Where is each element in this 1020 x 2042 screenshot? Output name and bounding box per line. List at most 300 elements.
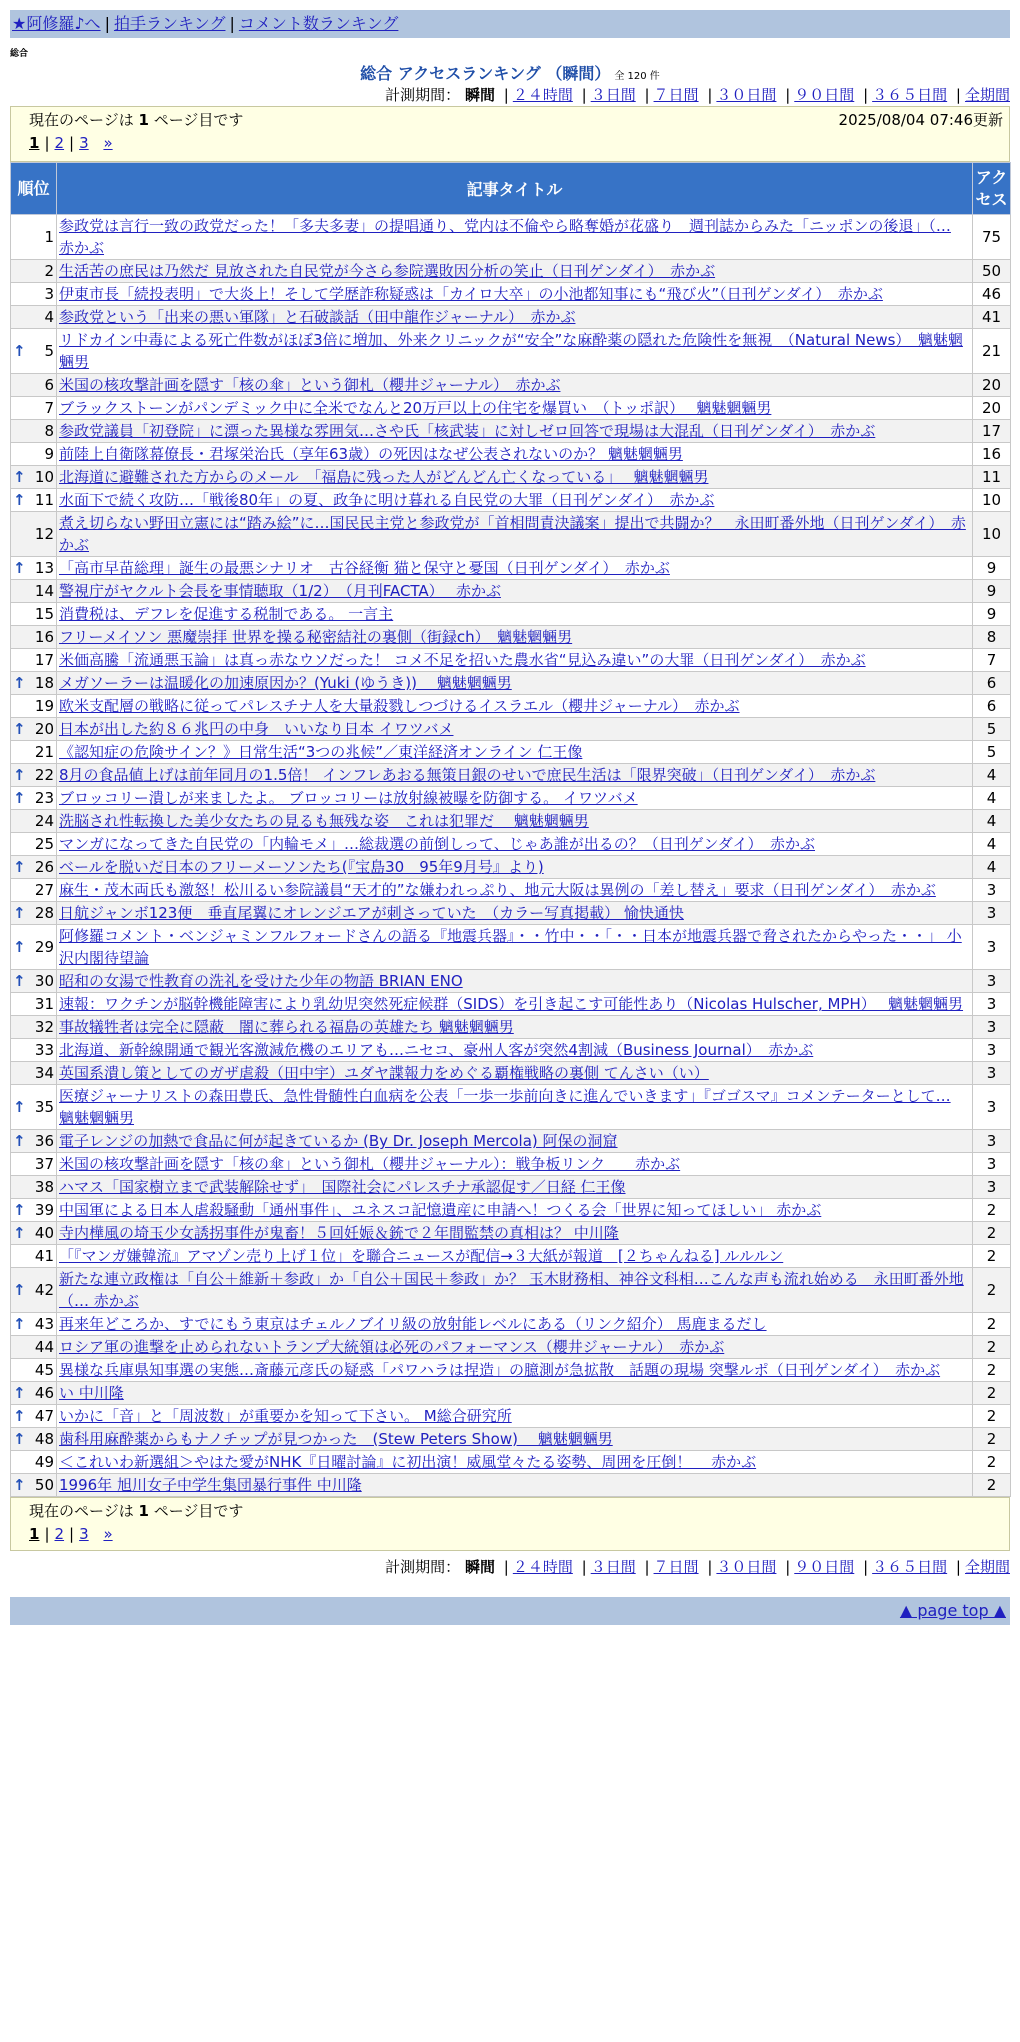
page-link-1: 1: [29, 134, 40, 152]
page-link-2[interactable]: 2: [54, 134, 65, 152]
rank-up-arrow-icon: ↑: [13, 491, 26, 509]
title-cell: [57, 970, 973, 993]
access-count: 2: [973, 1428, 1011, 1451]
rank-number: 36: [34, 1132, 54, 1150]
rank-cell: [11, 1428, 57, 1451]
title-cell: [57, 420, 973, 443]
rank-up-arrow-icon: ↑: [13, 1098, 26, 1116]
title-cell: [57, 879, 973, 902]
header-access: アクセス: [973, 163, 1011, 215]
title-cell: [57, 397, 973, 420]
table-row: [11, 397, 1011, 420]
rank-up-arrow-icon: ↑: [13, 1201, 26, 1219]
period-option-365d[interactable]: ３６５日間: [872, 86, 948, 104]
access-count: 2: [973, 1451, 1011, 1474]
title-cell: [57, 1336, 973, 1359]
article-link[interactable]: 阿修羅コメント・ベンジャミンフルフォードさんの語る『地震兵器』・・竹中・・「・・日本が地震兵器で脅されたからやった・・」 小沢内閣待望論: [59, 927, 962, 967]
article-link[interactable]: ブラックストーンがパンデミック中に全米でなんと20万戸以上の住宅を爆買い （トッポ訳） 魑魅魍魎男: [59, 399, 772, 417]
rank-cell: [11, 1153, 57, 1176]
access-count: 46: [973, 283, 1011, 306]
rank-number: 39: [34, 1201, 54, 1219]
rank-up-arrow-icon: ↑: [13, 1281, 26, 1299]
rank-cell: [11, 489, 57, 512]
title-cell: [57, 810, 973, 833]
period-option-3d[interactable]: ３日間: [590, 86, 636, 104]
page-next-link-bottom[interactable]: »: [103, 1525, 113, 1543]
title-cell: [57, 1474, 973, 1497]
rank-up-arrow-icon: ↑: [13, 559, 26, 577]
rank-number: 29: [34, 938, 54, 956]
article-link[interactable]: 昭和の女湯で性教育の洗礼を受けた少年の物語 BRIAN ENO: [59, 972, 463, 990]
article-link[interactable]: 日本が出した約８６兆円の中身 いいなり日本 イワツバメ: [59, 720, 454, 738]
access-count: 2: [973, 1359, 1011, 1382]
access-count: 6: [973, 672, 1011, 695]
table-row: [11, 787, 1011, 810]
title-cell: [57, 649, 973, 672]
page-link-3[interactable]: 3: [79, 134, 89, 152]
table-row: [11, 1222, 1011, 1245]
rank-cell: [11, 902, 57, 925]
article-link[interactable]: 北海道に避難された方からのメール 「福島に残った人がどんどん亡くなっている」 魑魅魍魎男: [59, 468, 709, 486]
title-cell: [57, 374, 973, 397]
rank-cell: [11, 718, 57, 741]
access-count: 2: [973, 1313, 1011, 1336]
nav-link-comment-ranking[interactable]: コメント数ランキング: [238, 14, 399, 33]
access-count: 2: [973, 1222, 1011, 1245]
rank-cell: [11, 557, 57, 580]
rank-cell: [11, 764, 57, 787]
rank-number: 30: [34, 972, 54, 990]
article-link[interactable]: 米国の核攻撃計画を隠す「核の傘」という御札（櫻井ジャーナル）：戦争板リンク 赤かぶ: [59, 1155, 681, 1173]
article-link[interactable]: 速報：ワクチンが脳幹機能障害により乳幼児突然死症候群（SIDS）を引き起こす可能性あり（Nicolas Hulscher, MPH） 魑魅魍魎男: [59, 995, 964, 1013]
access-count: 4: [973, 764, 1011, 787]
title-cell: [57, 741, 973, 764]
table-row: [11, 902, 1011, 925]
rank-number: 4: [44, 308, 54, 326]
access-count: 3: [973, 1085, 1011, 1130]
table-row: [11, 420, 1011, 443]
article-link[interactable]: 参政党は言行一致の政党だった！「多夫多妻」の提唱通り、党内は不倫やら略奪婚が花盛り 週刊誌からみた「ニッポンの後退」（… 赤かぶ: [59, 217, 951, 257]
article-link[interactable]: マンガになってきた自民党の「内輪モメ」…総裁選の前倒しって、じゃあ誰が出るの？（日刊ゲンダイ） 赤かぶ: [59, 835, 816, 853]
table-row: [11, 856, 1011, 879]
access-count: 3: [973, 1176, 1011, 1199]
table-row: [11, 718, 1011, 741]
article-link[interactable]: 欧米支配層の戦略に従ってパレスチナ人を大量殺戮しつづけるイスラエル（櫻井ジャーナル） 赤かぶ: [59, 697, 740, 715]
rank-cell: [11, 695, 57, 718]
rank-number: 37: [34, 1155, 54, 1173]
article-link[interactable]: 伊東市長「続投表明」で大炎上！そして学歴詐称疑惑は「カイロ大卒」の小池都知事にも“飛び火”（日刊ゲンダイ） 赤かぶ: [59, 285, 883, 303]
access-count: 3: [973, 1062, 1011, 1085]
access-count: 9: [973, 580, 1011, 603]
title-cell: [57, 1245, 973, 1268]
rank-number: 7: [44, 399, 54, 417]
rank-number: 26: [34, 858, 54, 876]
access-count: 3: [973, 925, 1011, 970]
title-cell: [57, 764, 973, 787]
rank-number: 17: [34, 651, 54, 669]
table-row: [11, 833, 1011, 856]
page-top-link[interactable]: ▲ page top ▲: [899, 1601, 1006, 1620]
access-count: 5: [973, 718, 1011, 741]
table-row: [11, 557, 1011, 580]
article-link[interactable]: ハマス「国家樹立まで武装解除せず」 国際社会にパレスチナ承認促す／日経 仁王像: [59, 1178, 626, 1196]
rank-up-arrow-icon: ↑: [13, 468, 26, 486]
article-link[interactable]: 再来年どころか、すでにもう東京はチェルノブイリ級の放射能レベルにある（リンク紹介） 馬鹿まるだし: [59, 1315, 767, 1333]
article-link[interactable]: 電子レンジの加熱で食品に何が起きているか (By Dr. Joseph Mercola) 阿保の洞窟: [59, 1132, 618, 1150]
article-link[interactable]: 寺内樺風の埼玉少女誘拐事件が鬼畜！５回妊娠＆銃で２年間監禁の真相は？ 中川隆: [59, 1224, 619, 1242]
rank-cell: [11, 741, 57, 764]
access-count: 9: [973, 557, 1011, 580]
title-cell: [57, 1062, 973, 1085]
period-selector: 計測期間： 瞬間 | ２４時間 | ３日間 | ７日間 | ３０日間 | ９０日間 | ３６５日間 | 全期間: [385, 86, 1010, 104]
title-cell: [57, 603, 973, 626]
rank-cell: [11, 810, 57, 833]
article-link[interactable]: 中国軍による日本人虐殺騒動「通州事件」、ユネスコ記憶遺産に申請へ！つくる会「世界に知ってほしい」 赤かぶ: [59, 1201, 822, 1219]
table-row: [11, 1062, 1011, 1085]
rank-number: 11: [34, 491, 54, 509]
article-link[interactable]: 生活苦の庶民は乃然だ 見放された自民党が今さら参院選敗因分析の笑止（日刊ゲンダイ） 赤かぶ: [59, 262, 716, 280]
access-count: 2: [973, 1199, 1011, 1222]
article-link[interactable]: 英国系潰し策としてのガザ虐殺（田中宇）ユダヤ諜報力をめぐる覇権戦略の裏側 てんさい（い）: [59, 1064, 709, 1082]
access-count: 2: [973, 1405, 1011, 1428]
rank-number: 33: [34, 1041, 54, 1059]
rank-cell: [11, 649, 57, 672]
access-count: 4: [973, 787, 1011, 810]
rank-number: 1: [44, 228, 54, 246]
table-row: [11, 695, 1011, 718]
rank-cell: [11, 1405, 57, 1428]
article-link[interactable]: ベールを脱いだ日本のフリーメーソンたち(『宝島30 95年9月号』より): [59, 858, 544, 876]
title-cell: [57, 1199, 973, 1222]
rank-cell: [11, 1474, 57, 1497]
rank-cell: [11, 993, 57, 1016]
access-count: 3: [973, 1130, 1011, 1153]
rank-up-arrow-icon: ↑: [13, 789, 26, 807]
rank-cell: [11, 260, 57, 283]
nav-link-asyura-home[interactable]: ★阿修羅♪へ: [12, 14, 101, 33]
title-cell: [57, 489, 973, 512]
rank-cell: [11, 1382, 57, 1405]
table-row: [11, 1428, 1011, 1451]
table-row: [11, 970, 1011, 993]
period-option-365d-bottom[interactable]: ３６５日間: [872, 1558, 948, 1576]
rank-number: 50: [34, 1476, 54, 1494]
article-link[interactable]: 前陸上自衛隊幕僚長・君塚栄治氏（享年63歳）の死因はなぜ公表されないのか？ 魑魅魍魎男: [59, 445, 683, 463]
table-row: [11, 993, 1011, 1016]
title-cell: [57, 626, 973, 649]
rank-number: 24: [34, 812, 54, 830]
page-status: 現在のページは 1 ページ目です: [29, 111, 244, 129]
rank-up-arrow-icon: ↑: [13, 904, 26, 922]
article-link[interactable]: 「『マンガ嫌韓流』アマゾン売り上げ１位」を聯合ニュースが配信→３大紙が報道 [２ちゃんねる] ルルルン: [59, 1247, 784, 1265]
period-option-30d-bottom[interactable]: ３０日間: [716, 1558, 777, 1576]
rank-up-arrow-icon: ↑: [13, 858, 26, 876]
rank-number: 21: [34, 743, 54, 761]
article-link[interactable]: ブロッコリー潰しが来ましたよ。 ブロッコリーは放射線被曝を防御する。 イワツバメ: [59, 789, 638, 807]
period-option-90d-bottom[interactable]: ９０日間: [794, 1558, 855, 1576]
title-cell: [57, 466, 973, 489]
period-option-90d[interactable]: ９０日間: [794, 86, 855, 104]
article-link[interactable]: 《認知症の危険サイン？》日常生活“3つの兆候”／東洋経済オンライン 仁王像: [59, 743, 583, 761]
period-option-all[interactable]: 全期間: [964, 86, 1010, 104]
article-link[interactable]: 米価高騰「流通悪玉論」は真っ赤なウソだった！ コメ不足を招いた農水省“見込み違い”の大罪（日刊ゲンダイ） 赤かぶ: [59, 651, 866, 669]
top-nav-bar: ★阿修羅♪へ | 拍手ランキング | コメント数ランキング: [10, 10, 1010, 38]
article-link[interactable]: 歯科用麻酔薬からもナノチップが見つかった (Stew Peters Show) 魑魅魍魎男: [59, 1430, 613, 1448]
rank-cell: [11, 1176, 57, 1199]
title-cell: [57, 993, 973, 1016]
rank-cell: [11, 879, 57, 902]
rank-cell: [11, 512, 57, 557]
rank-number: 25: [34, 835, 54, 853]
rank-cell: [11, 397, 57, 420]
access-count: 9: [973, 603, 1011, 626]
article-link[interactable]: 医療ジャーナリストの森田豊氏、急性骨髄性白血病を公表「一歩一歩前向きに進んでいきます」『ゴゴスマ』コメンテーターとして… 魑魅魍魎男: [59, 1087, 951, 1127]
rank-number: 12: [34, 525, 54, 543]
table-row: [11, 649, 1011, 672]
access-count: 75: [973, 215, 1011, 260]
title-cell: [57, 833, 973, 856]
title-cell: [57, 329, 973, 374]
rank-cell: [11, 1222, 57, 1245]
rank-number: 18: [34, 674, 54, 692]
table-row: [11, 215, 1011, 260]
table-row: [11, 879, 1011, 902]
access-count: 20: [973, 397, 1011, 420]
period-current: 瞬間: [464, 86, 495, 104]
table-row: [11, 1153, 1011, 1176]
table-row: [11, 603, 1011, 626]
period-option-3d-bottom[interactable]: ３日間: [590, 1558, 636, 1576]
period-option-24h[interactable]: ２４時間: [512, 86, 573, 104]
rank-number: 9: [44, 445, 54, 463]
article-link[interactable]: 消費税は、デフレを促進する税制である。 一言主: [59, 605, 394, 623]
rank-number: 41: [34, 1247, 54, 1265]
updated-timestamp: 2025/08/04 07:46更新: [838, 111, 1003, 129]
access-count: 50: [973, 260, 1011, 283]
article-link[interactable]: 参政党という「出来の悪い軍隊」と石破談話（田中龍作ジャーナル） 赤かぶ: [59, 308, 576, 326]
rank-up-arrow-icon: ↑: [13, 1384, 26, 1402]
page-link-1-bottom: 1: [29, 1525, 40, 1543]
period-option-7d-bottom[interactable]: ７日間: [653, 1558, 699, 1576]
rank-up-arrow-icon: ↑: [13, 1315, 26, 1333]
title-cell: [57, 1268, 973, 1313]
article-link[interactable]: 異様な兵庫県知事選の実態…斎藤元彦氏の疑惑「パワハラは捏造」の臆測が急拡散 話題の現場 突撃ルポ（日刊ゲンダイ） 赤かぶ: [59, 1361, 941, 1379]
table-row: [11, 1039, 1011, 1062]
article-link[interactable]: 北海道、新幹線開通で観光客激減危機のエリアも…ニセコ、豪州人客が突然4割減（Business Journal） 赤かぶ: [59, 1041, 814, 1059]
article-link[interactable]: 日航ジャンボ123便 垂直尾翼にオレンジエアが刺さっていた （カラー写真掲載） 愉快通快: [59, 904, 684, 922]
rank-cell: [11, 443, 57, 466]
rank-number: 46: [34, 1384, 54, 1402]
rank-number: 22: [34, 766, 54, 784]
access-count: 5: [973, 741, 1011, 764]
header-rank: 順位: [11, 163, 57, 215]
rank-cell: [11, 970, 57, 993]
title-cell: [57, 215, 973, 260]
rank-number: 48: [34, 1430, 54, 1448]
article-link[interactable]: 参政党議員「初登院」に漂った異様な雰囲気…さや氏「核武装」に対しゼロ回答で現場は大混乱（日刊ゲンダイ） 赤かぶ: [59, 422, 876, 440]
rank-number: 5: [44, 342, 54, 360]
table-row: [11, 925, 1011, 970]
rank-number: 47: [34, 1407, 54, 1425]
rank-cell: [11, 626, 57, 649]
access-count: 8: [973, 626, 1011, 649]
table-row: [11, 512, 1011, 557]
access-count: 4: [973, 833, 1011, 856]
article-link[interactable]: 新たな連立政権は「自公＋維新＋参政」か「自公＋国民＋参政」か？ 玉木財務相、神谷文科相…こんな声も流れ始める 永田町番外地（… 赤かぶ: [59, 1270, 964, 1310]
table-row: [11, 1405, 1011, 1428]
section-label: 総合: [10, 49, 29, 59]
access-count: 20: [973, 374, 1011, 397]
access-count: 2: [973, 1382, 1011, 1405]
page-status-bottom: 現在のページは 1 ページ目です: [29, 1502, 244, 1520]
rank-cell: [11, 306, 57, 329]
access-count: 3: [973, 1039, 1011, 1062]
rank-cell: [11, 1336, 57, 1359]
article-link[interactable]: 米国の核攻撃計画を隠す「核の傘」という御札（櫻井ジャーナル） 赤かぶ: [59, 376, 561, 394]
ranking-rows: [11, 215, 1011, 1497]
title-cell: [57, 1130, 973, 1153]
page-link-3-bottom[interactable]: 3: [79, 1525, 89, 1543]
article-link[interactable]: 麻生・茂木両氏も激怒！松川るい参院議員“天才的”な嫌われっぷり、地元大阪は異例の「差し替え」要求（日刊ゲンダイ） 赤かぶ: [59, 881, 936, 899]
period-option-30d[interactable]: ３０日間: [716, 86, 777, 104]
title-cell: [57, 1405, 973, 1428]
article-link[interactable]: 事故犠牲者は完全に隠蔽 闇に葬られる福島の英雄たち 魑魅魍魎男: [59, 1018, 514, 1036]
title-cell: [57, 1085, 973, 1130]
table-row: [11, 260, 1011, 283]
title-cell: [57, 672, 973, 695]
access-count: 16: [973, 443, 1011, 466]
rank-up-arrow-icon: ↑: [13, 674, 26, 692]
title-cell: [57, 1153, 973, 1176]
access-count: 3: [973, 970, 1011, 993]
article-link[interactable]: フリーメイソン 悪魔崇拝 世界を操る秘密結社の裏側（街録ch） 魑魅魍魎男: [59, 628, 573, 646]
article-link[interactable]: ＜これいわ新選組＞やはた愛がNHK『日曜討論』に初出演！威風堂々たる姿勢、周囲を圧倒！ 赤かぶ: [59, 1453, 757, 1471]
rank-number: 19: [34, 697, 54, 715]
table-row: [11, 1451, 1011, 1474]
rank-up-arrow-icon: ↑: [13, 1430, 26, 1448]
access-count: 4: [973, 856, 1011, 879]
total-count: 全 120 件: [614, 71, 660, 82]
rank-cell: [11, 603, 57, 626]
article-link[interactable]: ロシア軍の進撃を止められないトランプ大統領は必死のパフォーマンス（櫻井ジャーナル） 赤かぶ: [59, 1338, 725, 1356]
table-row: [11, 1016, 1011, 1039]
article-link[interactable]: いかに「音」と「周波数」が重要かを知って下さい。 M総合研究所: [59, 1407, 512, 1425]
article-link[interactable]: 洗脳され性転換した美少女たちの見るも無残な姿 これは犯罪だ 魑魅魍魎男: [59, 812, 589, 830]
article-link[interactable]: 水面下で続く攻防…「戦後80年」の夏、政争に明け暮れる自民党の大罪（日刊ゲンダイ） 赤かぶ: [59, 491, 715, 509]
title-cell: [57, 580, 973, 603]
rank-number: 34: [34, 1064, 54, 1082]
article-link[interactable]: メガソーラーは温暖化の加速原因か？(Yuki (ゆうき)) 魑魅魍魎男: [59, 674, 512, 692]
rank-cell: [11, 420, 57, 443]
table-row: [11, 1130, 1011, 1153]
title-cell: [57, 1016, 973, 1039]
rank-cell: [11, 787, 57, 810]
rank-up-arrow-icon: ↑: [13, 1132, 26, 1150]
access-count: 3: [973, 1016, 1011, 1039]
rank-up-arrow-icon: ↑: [13, 766, 26, 784]
article-link[interactable]: リドカイン中毒による死亡件数がほぼ3倍に増加、外来クリニックが“安全”な麻酔薬の隠れた危険性を無視 （Natural News） 魑魅魍魎男: [59, 331, 963, 371]
period-option-all-bottom[interactable]: 全期間: [964, 1558, 1010, 1576]
title-cell: [57, 1428, 973, 1451]
title-cell: [57, 1382, 973, 1405]
table-row: [11, 283, 1011, 306]
page-next-link[interactable]: »: [103, 134, 113, 152]
rank-cell: [11, 925, 57, 970]
rank-number: 44: [34, 1338, 54, 1356]
rank-cell: [11, 1130, 57, 1153]
article-link[interactable]: 警視庁がヤクルト会長を事情聴取（1/2） （月刊FACTA） 赤かぶ: [59, 582, 501, 600]
table-row: [11, 1268, 1011, 1313]
access-count: 3: [973, 879, 1011, 902]
title-cell: [57, 1313, 973, 1336]
rank-number: 28: [34, 904, 54, 922]
rank-cell: [11, 1313, 57, 1336]
title-cell: [57, 306, 973, 329]
title-cell: [57, 925, 973, 970]
article-link[interactable]: 煮え切らない野田立憲には“踏み絵”に…国民民主党と参政党が「首相問責決議案」提出で共闘か？ 永田町番外地（日刊ゲンダイ） 赤かぶ: [59, 514, 966, 554]
period-option-24h-bottom[interactable]: ２４時間: [512, 1558, 573, 1576]
nav-link-applause-ranking[interactable]: 拍手ランキング: [113, 14, 226, 33]
rank-up-arrow-icon: ↑: [13, 972, 26, 990]
rank-cell: [11, 215, 57, 260]
title-cell: [57, 1039, 973, 1062]
ranking-heading: [10, 61, 1010, 83]
rank-number: 2: [44, 262, 54, 280]
rank-number: 35: [34, 1098, 54, 1116]
access-count: 3: [973, 993, 1011, 1016]
table-row: [11, 306, 1011, 329]
access-count: 2: [973, 1474, 1011, 1497]
rank-up-arrow-icon: ↑: [13, 342, 26, 360]
article-link[interactable]: 「高市早苗総理」誕生の最悪シナリオ 古谷経衡 猫と保守と憂国（日刊ゲンダイ） 赤かぶ: [59, 559, 670, 577]
period-label: 計測期間：: [385, 86, 461, 104]
rank-number: 13: [34, 559, 54, 577]
rank-cell: [11, 856, 57, 879]
rank-up-arrow-icon: ↑: [13, 1407, 26, 1425]
title-cell: [57, 260, 973, 283]
pager-bottom: 現在のページは 1 ページ目です 1 | 2 | 3 »: [10, 1497, 1010, 1551]
rank-cell: [11, 1268, 57, 1313]
article-link[interactable]: 8月の食品値上げは前年同月の1.5倍！ インフレあおる無策日銀のせいで庶民生活は「限界突破」（日刊ゲンダイ） 赤かぶ: [59, 766, 876, 784]
rank-cell: [11, 466, 57, 489]
page-link-2-bottom[interactable]: 2: [54, 1525, 65, 1543]
rank-cell: [11, 1199, 57, 1222]
article-link[interactable]: 1996年 旭川女子中学生集団暴行事件 中川隆: [59, 1476, 362, 1494]
table-row: [11, 1085, 1011, 1130]
table-row: [11, 1313, 1011, 1336]
access-count: 2: [973, 1245, 1011, 1268]
rank-number: 27: [34, 881, 54, 899]
title-cell: [57, 1222, 973, 1245]
title-cell: [57, 902, 973, 925]
table-row: [11, 1176, 1011, 1199]
table-row: [11, 1359, 1011, 1382]
table-row: [11, 489, 1011, 512]
access-count: 6: [973, 695, 1011, 718]
rank-cell: [11, 1016, 57, 1039]
table-row: [11, 1245, 1011, 1268]
rank-number: 45: [34, 1361, 54, 1379]
access-count: 21: [973, 329, 1011, 374]
rank-number: 16: [34, 628, 54, 646]
ranking-table: [10, 162, 1011, 1497]
table-row: [11, 764, 1011, 787]
article-link[interactable]: い 中川隆: [59, 1384, 124, 1402]
rank-up-arrow-icon: ↑: [13, 1476, 26, 1494]
rank-up-arrow-icon: ↑: [13, 1224, 26, 1242]
table-row: [11, 374, 1011, 397]
period-option-7d[interactable]: ７日間: [653, 86, 699, 104]
